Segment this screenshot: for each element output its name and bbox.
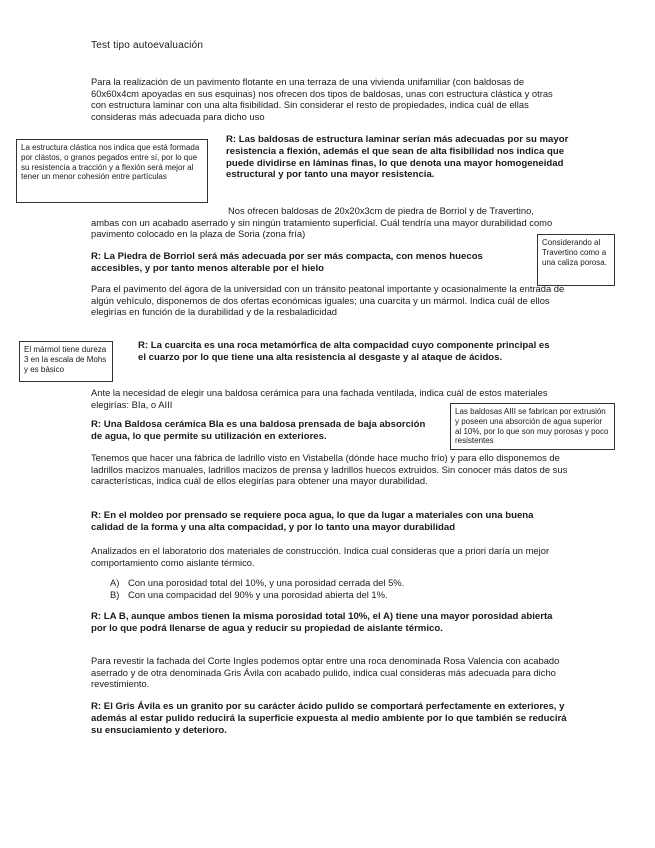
question-4-prompt: Ante la necesidad de elegir una baldosa cerámica para una fachada ventilada, indica cuál de estos materiales elegirías: BIa, o AIII xyxy=(91,387,548,410)
option-b-marker: B) xyxy=(110,588,120,600)
question-3-prompt: Para el pavimento del ágora de la universidad con un tránsito peatonal importante y ocasionalmente la entrada de algún vehículo, disponemos de dos ofertas económicas iguales; una cuarcita y un mármol. Indica cuál de ellos elegirías en función de la durabilidad y de la resbaladicidad xyxy=(91,283,565,318)
question-5-answer: R: En el moldeo por prensado se requiere poca agua, lo que da lugar a materiales con una buena calidad de la forma y una alta compacidad, y por lo tanto una mayor durabilidad xyxy=(91,510,534,533)
question-1-note: La estructura clástica nos indica que está formada por clástos, o granos pegados entre sí, por lo que su resistencia a tracción y a flexión será mejor al tener un menor cohesión entre partículas xyxy=(16,139,208,203)
option-b xyxy=(110,589,560,601)
question-3-note: El mármol tiene dureza 3 en la escala de Mohs y es básico xyxy=(19,341,113,382)
question-6-options xyxy=(110,577,560,600)
option-a xyxy=(110,577,560,589)
question-5-prompt: Tenemos que hacer una fábrica de ladrillo visto en Vistabella (dónde hace mucho frío) y para ello disponemos de ladrillos macizos manuales, ladrillos macizos de prensa y ladrillos huecos extruidos. Sin conocer más datos de sus características, indica cuál de ellos elegirías para obtener una mayor durabilidad. xyxy=(91,452,568,487)
question-3-answer: R: La cuarcita es una roca metamórfica de alta compacidad cuyo componente principal es el cuarzo por lo que tiene una alta resistencia al desgaste y al ataque de ácidos. xyxy=(138,340,550,363)
question-2-answer: R: La Piedra de Borriol será más adecuada por ser más compacta, con menos huecos accesibles, y por tanto menos alterable por el hielo xyxy=(91,251,483,274)
question-7-answer: R: El Gris Ávila es un granito por su carácter ácido pulido se comportará perfectamente en exteriores, y además al estar pulido reducirá la superficie expuesta al medio ambiente por lo que también se reducirá su ensuciamiento y deterioro. xyxy=(91,701,567,736)
page-title: Test tipo autoevaluación xyxy=(91,40,204,51)
question-1-prompt: Para la realización de un pavimento flotante en una terraza de una vivienda unifamiliar (con baldosas de 60x60x4cm apoyadas en sus esquinas) nos ofrecen dos tipos de baldosas, unas con estructura clástica y otras con estructura laminar con una alta fisibilidad. Sin considerar el resto de propiedades, indica cuál de ellas consideras más adecuada para dicho uso xyxy=(91,76,553,122)
question-4-note: Las baldosas AIII se fabrican por extrusión y poseen una absorción de agua superior al 10%, por lo que son muy porosas y poco resistentes xyxy=(450,403,615,450)
question-1-answer: R: Las baldosas de estructura laminar serían más adecuadas por su mayor resistencia a flexión, además el que sean de alta fisibilidad nos indica que puede dividirse en láminas finas, lo que denota una mayor homogeneidad estructural y por tanto una mayor resistencia. xyxy=(226,134,569,181)
question-2-prompt: Nos ofrecen baldosas de 20x20x3cm de piedra de Borriol y de Travertino, ambas con un acabado aserrado y sin ningún tratamiento superficial. Cuál tendría una mayor durabilidad como pavimento colocado en la plaza de Soria (zona fría) xyxy=(91,205,553,240)
question-6-prompt: Analizados en el laboratorio dos materiales de construcción. Indica cual consideras que a priori daría un mejor comportamiento como aislante térmico. xyxy=(91,545,550,568)
question-2-note: Considerando al Travertino como a una caliza porosa. xyxy=(537,234,615,286)
question-7-prompt: Para revestir la fachada del Corte Ingles podemos optar entre una roca denominada Rosa Valencia con acabado aserrado y de otra denominada Gris Ávila con acabado pulido, indica cual consideras más adecuada para dicho revestimiento. xyxy=(91,655,560,690)
option-a-text: Con una porosidad total del 10%, y una porosidad cerrada del 5%. xyxy=(128,577,405,588)
question-4-answer: R: Una Baldosa cerámica BIa es una baldosa prensada de baja absorción de agua, lo que permite su utilización en exteriores. xyxy=(91,419,426,442)
option-b-text: Con una compacidad del 90% y una porosidad abierta del 1%. xyxy=(128,588,388,600)
question-6-answer: R: LA B, aunque ambos tienen la misma porosidad total 10%, el A) tiene una mayor porosidad abierta por lo que podrá llenarse de agua y reducir su propiedad de aislante térmico. xyxy=(91,611,553,634)
option-a-marker: A) xyxy=(110,577,120,588)
